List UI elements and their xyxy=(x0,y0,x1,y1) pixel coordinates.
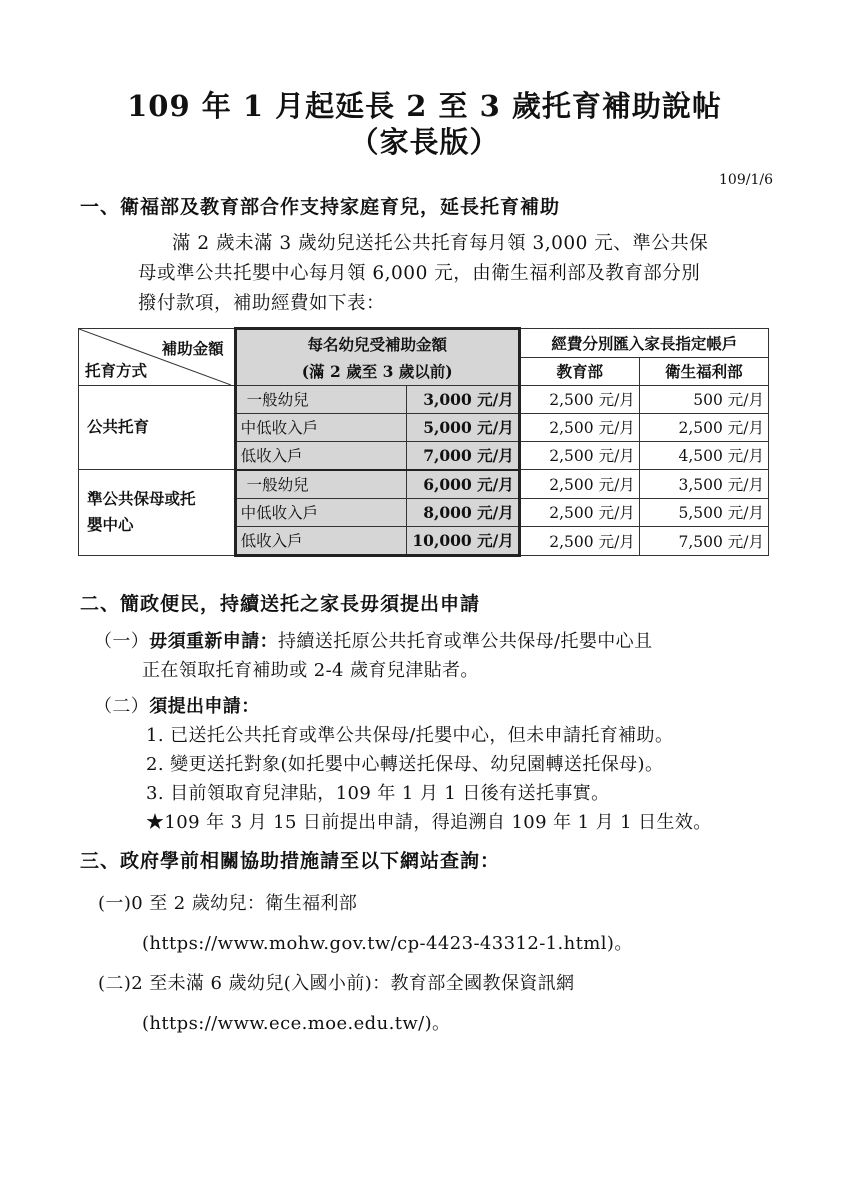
section1-paragraph xyxy=(80,229,780,319)
row-type: 一般幼兒 xyxy=(235,470,406,499)
row-amount: 7,000 元/月 xyxy=(406,441,519,470)
health-header: 衛生福利部 xyxy=(639,357,768,385)
funding-header: 經費分別匯入家長指定帳戶 xyxy=(519,329,768,358)
row-edu: 2,500 元/月 xyxy=(519,498,639,526)
item-continuation: 正在領取托育補助或 2-4 歲育兒津貼者。 xyxy=(142,660,479,681)
row-health: 3,500 元/月 xyxy=(639,470,768,499)
row-amount: 3,000 元/月 xyxy=(406,385,519,413)
section2-item-a xyxy=(94,627,652,685)
corner-bottom-label: 托育方式 xyxy=(85,360,148,380)
row-health: 500 元/月 xyxy=(639,385,768,413)
row-health: 5,500 元/月 xyxy=(639,498,768,526)
list-item: (二)2 至未滿 6 歲幼兒(入國小前)：教育部全國教保資訊網 xyxy=(98,973,575,994)
row-amount: 6,000 元/月 xyxy=(406,470,519,499)
table-corner-header xyxy=(79,329,236,386)
list-item: 1. 已送托公共托育或準公共保母/托嬰中心，但未申請托育補助。 xyxy=(146,725,674,746)
row-type: 低收入戶 xyxy=(235,526,406,555)
item-bold-label: 須提出申請： xyxy=(149,696,260,717)
edu-header: 教育部 xyxy=(519,357,639,385)
row-edu: 2,500 元/月 xyxy=(519,385,639,413)
section3-heading: 三、政府學前相關協助措施請至以下網站查詢： xyxy=(80,850,501,872)
item-prefix: （二） xyxy=(94,696,150,717)
doc-subtitle: （家長版） xyxy=(349,125,500,159)
section1-heading: 一、衛福部及教育部合作支持家庭育兒，延長托育補助 xyxy=(80,196,561,218)
amount-subheader: (滿 2 歲至 3 歲以前) xyxy=(235,357,519,385)
list-item: 3. 目前領取育兒津貼，109 年 1 月 1 日後有送托事實。 xyxy=(146,783,610,804)
group-public-care: 公共托育 xyxy=(79,385,236,470)
row-type: 低收入戶 xyxy=(235,441,406,470)
row-amount: 10,000 元/月 xyxy=(406,526,519,555)
link-text[interactable]: (https://www.ece.moe.edu.tw/)。 xyxy=(142,1013,451,1034)
section3-list xyxy=(98,884,633,1044)
row-health: 4,500 元/月 xyxy=(639,441,768,470)
para-line: 撥付款項，補助經費如下表： xyxy=(138,293,386,314)
group-quasi-public xyxy=(79,470,236,556)
table-row xyxy=(79,470,769,499)
list-item: 2. 變更送托對象(如托嬰中心轉送托保母、幼兒園轉送托保母)。 xyxy=(146,754,664,775)
row-edu: 2,500 元/月 xyxy=(519,470,639,499)
para-line: 滿 2 歲未滿 3 歲幼兒送托公共托育每月領 3,000 元、準公共保 xyxy=(172,233,709,254)
section2-heading: 二、簡政便民，持續送托之家長毋須提出申請 xyxy=(80,593,481,615)
row-health: 2,500 元/月 xyxy=(639,413,768,441)
list-item: (一)0 至 2 歲幼兒：衛生福利部 xyxy=(98,893,358,914)
item-text: 持續送托原公共托育或準公共保母/托嬰中心且 xyxy=(278,631,653,652)
group-label-line: 準公共保母或托 xyxy=(87,489,196,509)
group-label-line: 嬰中心 xyxy=(87,515,134,535)
item-prefix: （一） xyxy=(94,631,150,652)
item-bold-label: 毋須重新申請： xyxy=(149,631,279,652)
row-edu: 2,500 元/月 xyxy=(519,441,639,470)
row-type: 一般幼兒 xyxy=(235,385,406,413)
amount-header: 每名幼兒受補助金額 xyxy=(235,329,519,358)
table-row xyxy=(79,385,769,413)
row-type: 中低收入戶 xyxy=(235,498,406,526)
subsidy-table xyxy=(78,327,769,557)
list-item-note: ★109 年 3 月 15 日前提出申請，得追溯自 109 年 1 月 1 日生效。 xyxy=(146,812,712,833)
section2-item-b xyxy=(94,692,712,837)
doc-title: 109 年 1 月起延長 2 至 3 歲托育補助說帖 xyxy=(127,89,722,123)
link-text[interactable]: (https://www.mohw.gov.tw/cp-4423-43312-1.html)。 xyxy=(142,933,633,954)
row-amount: 5,000 元/月 xyxy=(406,413,519,441)
doc-date: 109/1/6 xyxy=(719,172,773,188)
corner-top-label: 補助金額 xyxy=(161,339,224,358)
row-edu: 2,500 元/月 xyxy=(519,413,639,441)
row-type: 中低收入戶 xyxy=(235,413,406,441)
row-edu: 2,500 元/月 xyxy=(519,526,639,555)
row-amount: 8,000 元/月 xyxy=(406,498,519,526)
row-health: 7,500 元/月 xyxy=(639,526,768,555)
para-line: 母或準公共托嬰中心每月領 6,000 元，由衛生福利部及教育部分別 xyxy=(138,263,701,284)
